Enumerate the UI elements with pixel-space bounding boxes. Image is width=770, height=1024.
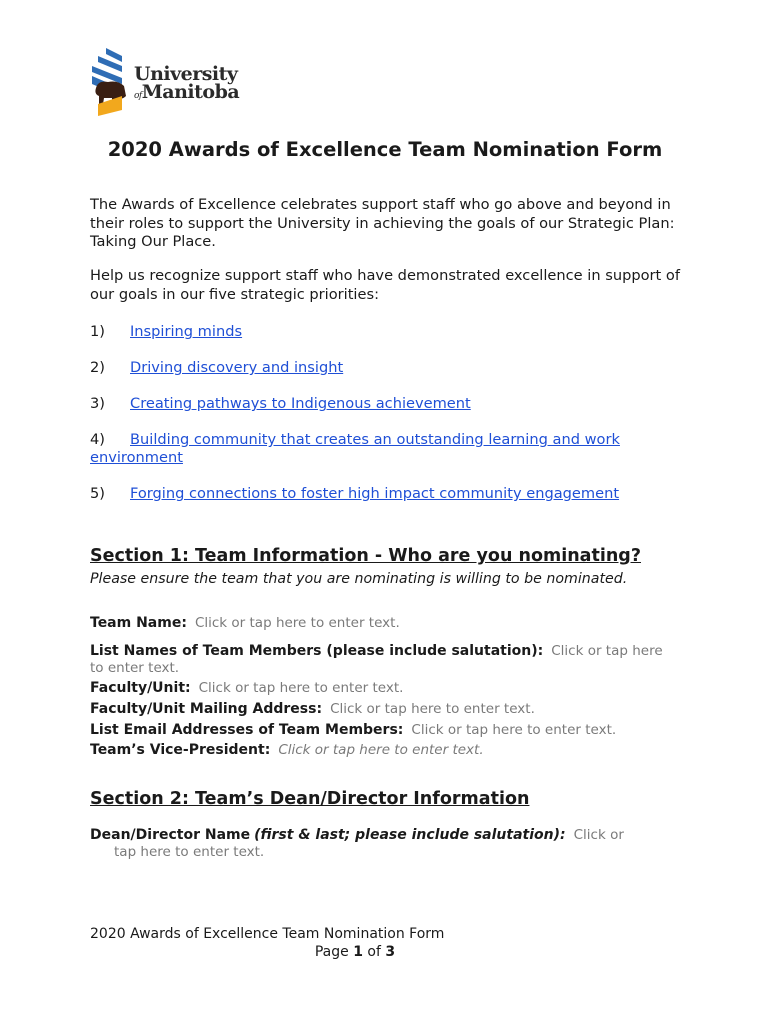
page-footer <box>90 925 490 961</box>
team-name-field <box>90 615 680 632</box>
page-current: 1 <box>353 944 363 960</box>
team-name-label: Team Name: <box>90 615 187 631</box>
member-emails-field <box>90 722 680 739</box>
team-name-input[interactable]: Click or tap here to enter text. <box>194 615 400 631</box>
priority-link-driving-discovery[interactable]: Driving discovery and insight <box>130 359 344 376</box>
vice-president-field <box>90 742 680 759</box>
vice-president-label: Team’s Vice-President: <box>90 742 271 758</box>
team-members-label: List Names of Team Members (please include salutation): <box>90 643 544 659</box>
section-1-note: Please ensure the team that you are nominating is willing to be nominated. <box>90 571 628 587</box>
member-emails-input[interactable]: Click or tap here to enter text. <box>411 722 617 738</box>
mailing-address-label: Faculty/Unit Mailing Address: <box>90 701 323 717</box>
logo-wordmark-manitoba-text: Manitoba <box>141 81 240 103</box>
dean-name-label-detail: (first & last; please include salutation): <box>254 827 566 843</box>
priority-link-forging-connections[interactable]: Forging connections to foster high impact community engagement <box>130 485 620 502</box>
section-1-title: Section 1: Team Information - Who are you nominating? <box>90 546 641 566</box>
team-members-field <box>90 643 680 677</box>
dean-name-label: Dean/Director Name <box>90 827 251 843</box>
dean-name-field <box>90 827 680 861</box>
priority-link-inspiring-minds[interactable]: Inspiring minds <box>130 323 243 340</box>
priority-item <box>90 323 690 341</box>
logo-wordmark-manitoba <box>134 82 239 106</box>
university-logo <box>88 44 248 120</box>
priority-link-indigenous-achievement[interactable]: Creating pathways to Indigenous achievement <box>130 395 471 412</box>
priority-number: 5) <box>90 485 105 502</box>
bison-crest-icon <box>88 44 132 120</box>
page-word: Page <box>314 944 349 960</box>
mailing-address-input[interactable]: Click or tap here to enter text. <box>330 701 535 717</box>
priority-link-building-community[interactable]: Building community that creates an outstanding learning and work environment <box>90 431 620 466</box>
priority-number: 1) <box>90 323 105 340</box>
form-title: 2020 Awards of Excellence Team Nomination Form <box>107 138 663 161</box>
vice-president-input[interactable]: Click or tap here to enter text. <box>278 742 484 758</box>
footer-form-name: 2020 Awards of Excellence Team Nomination Form <box>90 926 445 942</box>
priority-number: 2) <box>90 359 105 376</box>
of-word: of <box>367 944 381 960</box>
logo-wordmark-of: of <box>134 91 142 101</box>
priority-item <box>90 359 690 377</box>
member-emails-label: List Email Addresses of Team Members: <box>90 722 404 738</box>
priority-item <box>90 485 690 503</box>
priority-number: 3) <box>90 395 105 412</box>
dean-name-input[interactable]: Click or <box>573 827 624 843</box>
team-members-input[interactable]: Click or tap here to enter text. <box>90 643 663 676</box>
faculty-unit-label: Faculty/Unit: <box>90 680 191 696</box>
dean-name-input-continued[interactable]: tap here to enter text. <box>114 844 265 860</box>
priority-item <box>90 395 690 413</box>
faculty-unit-field <box>90 680 680 697</box>
page-number <box>90 943 490 961</box>
faculty-unit-input[interactable]: Click or tap here to enter text. <box>198 680 404 696</box>
intro-paragraph: The Awards of Excellence celebrates support staff who go above and beyond in their roles to support the University in achieving the goals of our Strategic Plan: Taking Our Place. <box>90 196 675 250</box>
section-2-title: Section 2: Team’s Dean/Director Information <box>90 789 530 809</box>
page-total: 3 <box>385 944 396 960</box>
priority-item: 4) Building community that creates an outstanding learning and work environment <box>90 431 620 466</box>
priorities-intro: Help us recognize support staff who have demonstrated excellence in support of our goals in our five strategic priorities: <box>90 267 680 303</box>
logo-wordmark-university: University <box>134 63 238 85</box>
mailing-address-field <box>90 701 680 718</box>
